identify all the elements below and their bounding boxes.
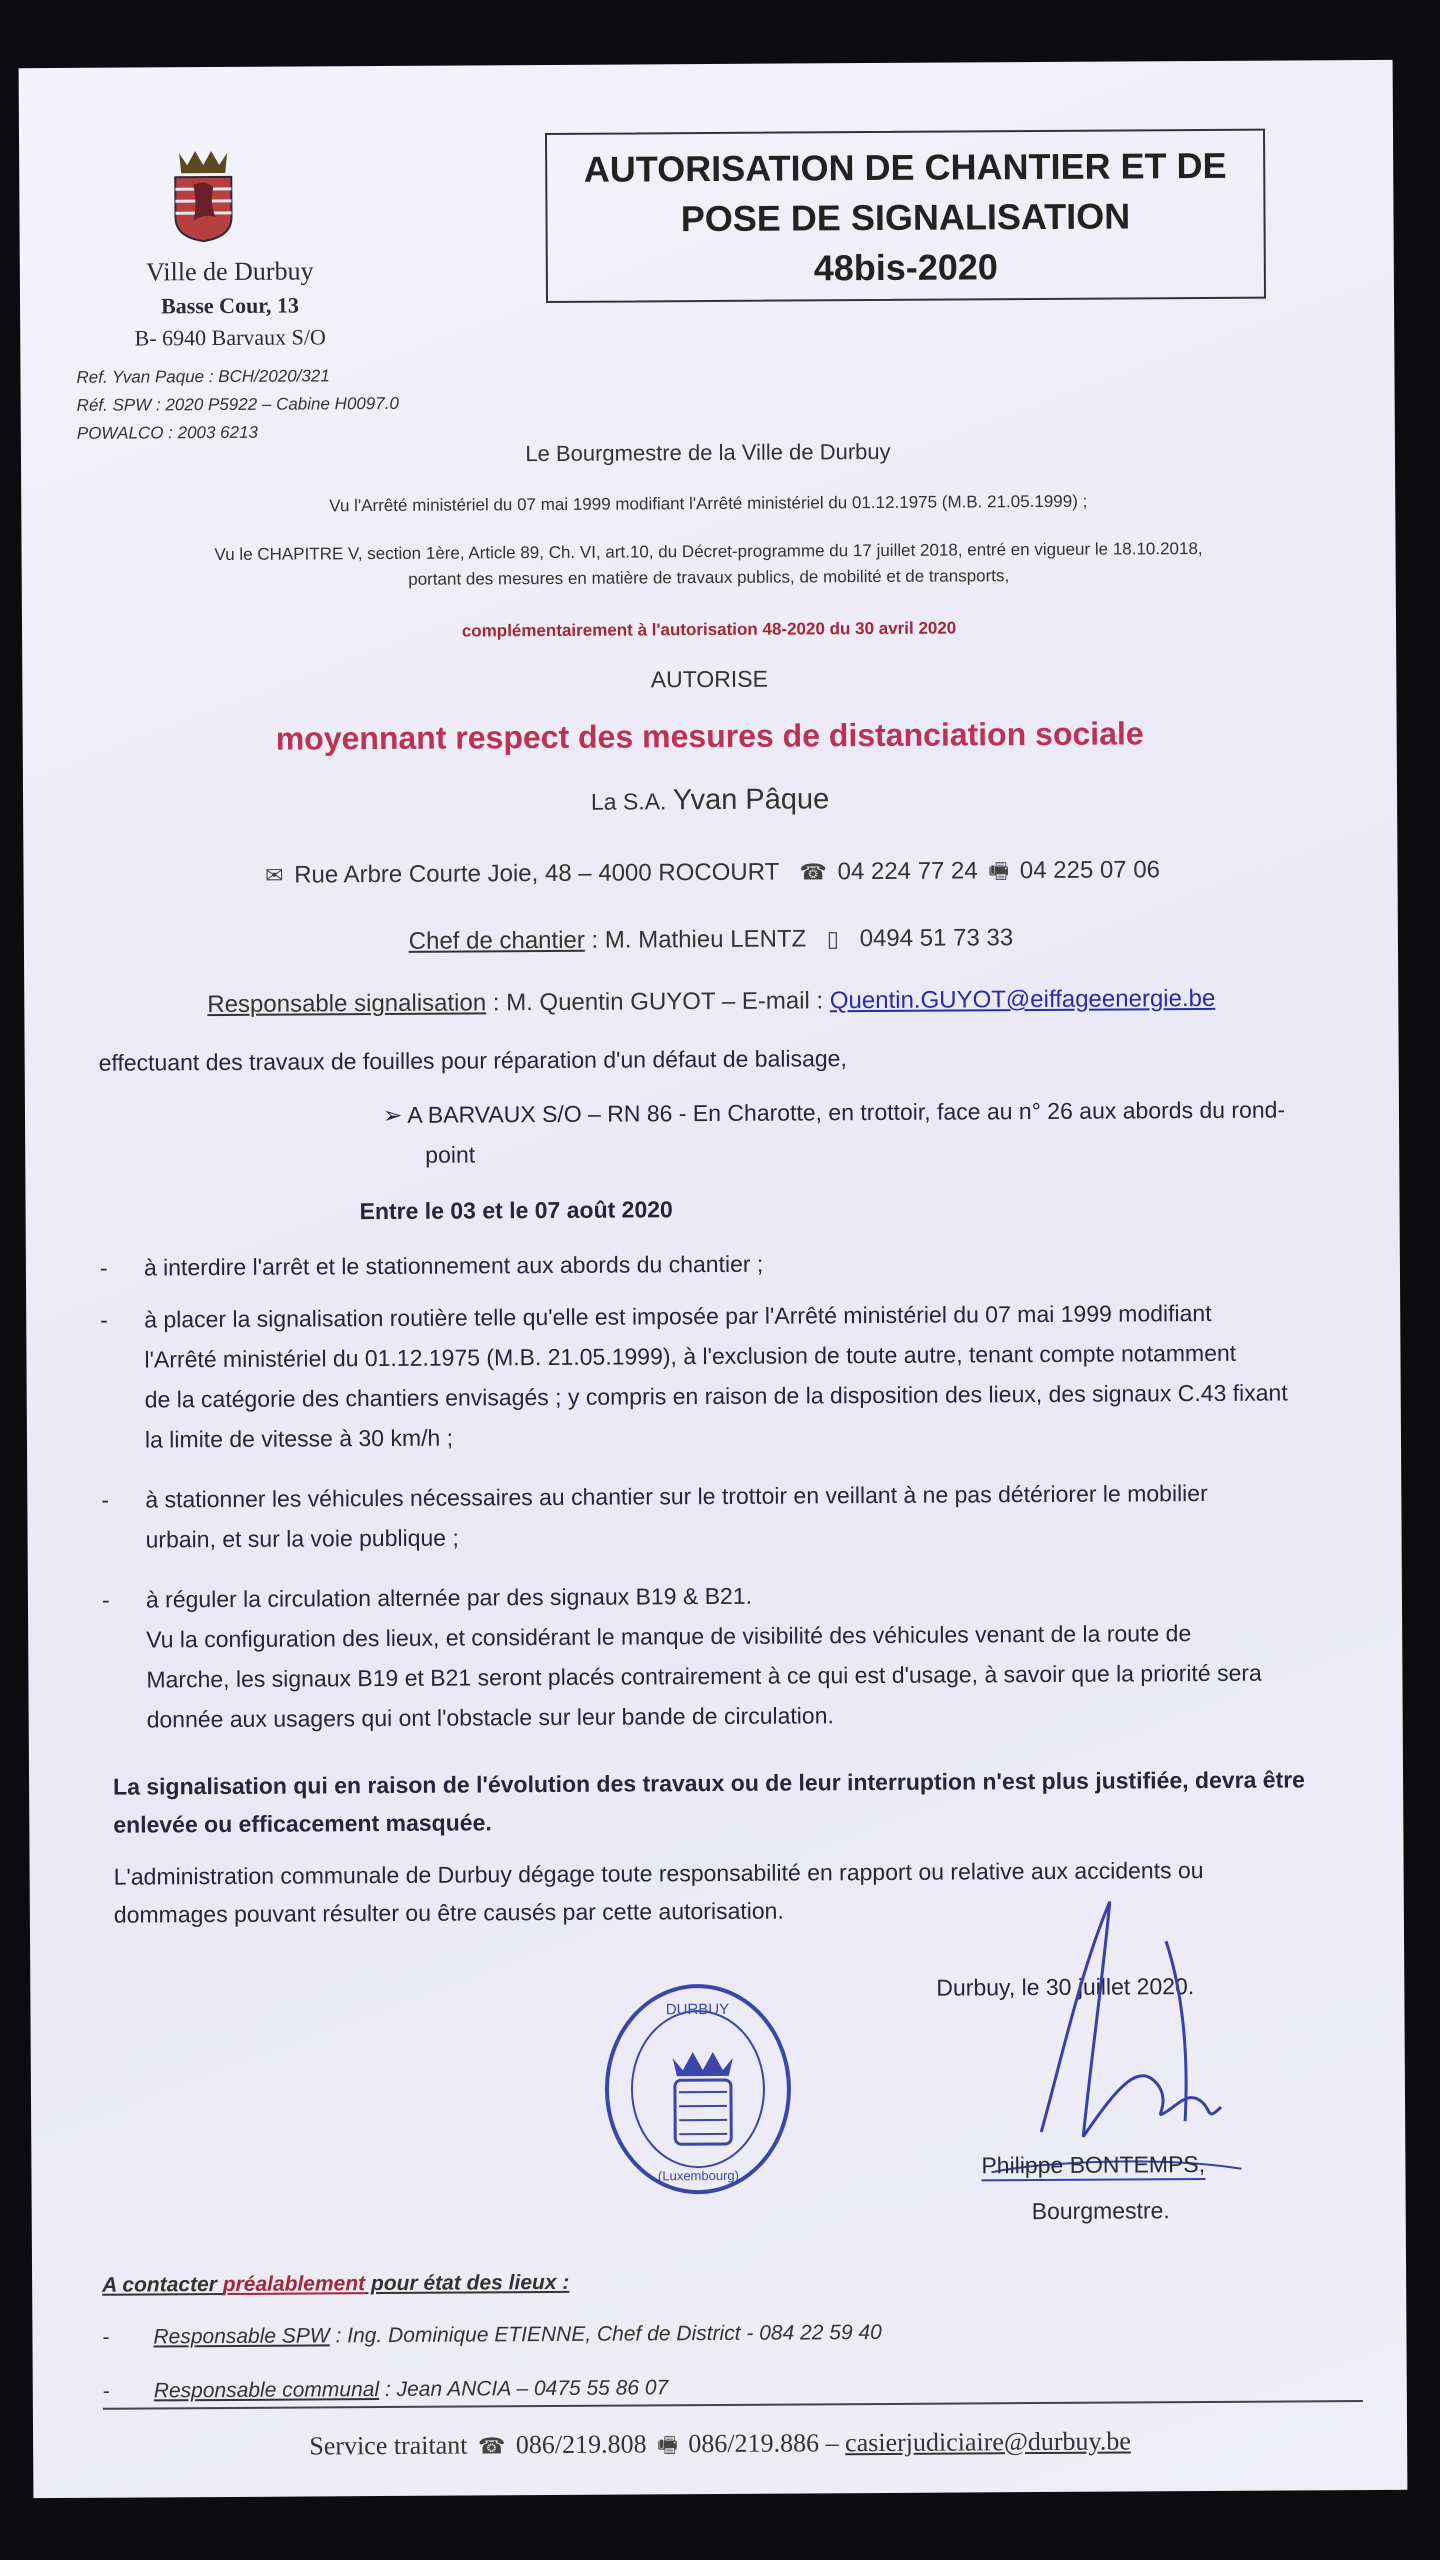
- notice-signage: La signalisation qui en raison de l'évolution des travaux ou de leur interruption n'est plus justifiée, devra être enlevée ou efficacement masquée.: [113, 1766, 1306, 1838]
- municipality-postal: B- 6940 Barvaux S/O: [134, 324, 326, 351]
- municipality-street: Basse Cour, 13: [161, 292, 300, 319]
- period-line: Entre le 03 et le 07 août 2020: [359, 1196, 673, 1225]
- fax-icon: 🖷: [988, 858, 1010, 884]
- title-line-2: POSE DE SIGNALISATION: [680, 195, 1131, 240]
- resp-label: Responsable signalisation: [207, 989, 487, 1019]
- resp-name: : M. Quentin GUYOT – E-mail :: [486, 987, 830, 1017]
- vu-line-2a: Vu le CHAPITRE V, section 1ère, Article 89, Ch. VI, art.10, du Décret-programme du 17 juillet 2018, entré en vigueur le 18.10.2018,: [214, 538, 1203, 565]
- ref-line-3: POWALCO : 2003 6213: [76, 422, 259, 443]
- distancing-heading: moyennant respect des mesures de distanciation sociale: [275, 715, 1144, 757]
- resp-email-link[interactable]: Quentin.GUYOT@eiffageenergie.be: [829, 984, 1216, 1015]
- complement-line: complémentairement à l'autorisation 48-2020 du 30 avril 2020: [461, 618, 957, 641]
- document-sheet: [19, 60, 1408, 2498]
- condition-3: - à stationner les véhicules nécessaires au chantier sur le trottoir en veillant à ne pas détériorer le mobilier urbain, et sur la voie publique ;: [101, 1479, 1208, 1553]
- title-line-1: AUTORISATION DE CHANTIER ET DE: [583, 144, 1227, 190]
- signatory-role: Bourgmestre.: [1031, 2197, 1170, 2225]
- fax-icon: 🖷: [657, 2432, 678, 2458]
- municipal-stamp: [604, 1984, 791, 2195]
- company-name: Yvan Pâque: [672, 783, 830, 817]
- ref-line-2: Réf. SPW : 2020 P5922 – Cabine H0097.0: [76, 393, 399, 415]
- chef-mobile: 0494 51 73 33: [859, 924, 1014, 953]
- svg-text:DURBUY: DURBUY: [665, 2000, 730, 2019]
- ref-line-1: Ref. Yvan Paque : BCH/2020/321: [76, 366, 330, 387]
- footer-service: Service traitant ☎ 086/219.808 🖷 086/219.886 – casierjudiciaire@durbuy.be: [33, 2424, 1407, 2470]
- autorise-heading: AUTORISE: [650, 665, 768, 693]
- contact-communal: - Responsable communal : Jean ANCIA – 0475 55 86 07: [102, 2376, 669, 2403]
- envelope-icon: ✉: [264, 862, 284, 888]
- municipality-name: Ville de Durbuy: [146, 256, 314, 287]
- company-prefix: La S.A.: [590, 788, 667, 815]
- signature-place-date: Durbuy, le 30 juillet 2020.: [936, 1973, 1195, 2001]
- company-address: Rue Arbre Courte Joie, 48 – 4000 ROCOURT: [294, 858, 779, 889]
- vu-line-2b: portant des mesures en matière de travaux publics, de mobilité et de transports,: [408, 566, 1010, 589]
- vu-line-1: Vu l'Arrêté ministériel du 07 mai 1999 modifiant l'Arrêté ministériel du 01.12.1975 (M.B. 21.05.1999) ;: [329, 491, 1088, 516]
- footer-email-link[interactable]: casierjudiciaire@durbuy.be: [845, 2426, 1131, 2458]
- condition-2: - à placer la signalisation routière telle qu'elle est imposée par l'Arrêté ministériel du 07 mai 1999 modifiant l'Arrêté ministériel du 01.12.1975 (M.B. 21.05.1999), à l'exclusion de toute autre, tenant compte notamment de la catégorie des chantiers envisagés ; y compris en raison de la disposition des lieux, des signaux C.43 fixant la limite de vitesse à 30 km/h ;: [100, 1299, 1288, 1453]
- condition-4: - à réguler la circulation alternée par des signaux B19 & B21. Vu la configuration des lieux, et considérant le manque de visibilité des véhicules venant de la route de Marche, les signaux B19 et B21 seront placés contrairement à ce qui est d'usage, à savoir que la priorité sera donnée aux usagers qui ont l'obstacle sur leur bande de circulation.: [101, 1582, 1262, 1733]
- signatory-name: Philippe BONTEMPS,: [981, 2151, 1205, 2181]
- chef-label: Chef de chantier: [408, 926, 585, 955]
- telephone-icon: ☎: [477, 2433, 506, 2459]
- company-fax: 04 225 07 06: [1019, 856, 1161, 885]
- handwritten-signature: [970, 1881, 1252, 2183]
- chef-line: [24, 922, 1398, 958]
- company-phone: 04 224 77 24: [837, 857, 978, 886]
- contact-spw: - Responsable SPW : Ing. Dominique ETIENNE, Chef de District - 084 22 59 40: [102, 2320, 882, 2349]
- title-line-3: 48bis-2020: [813, 246, 999, 289]
- condition-1: - à interdire l'arrêt et le stationnement aux abords du chantier ;: [99, 1250, 764, 1281]
- resp-line: [24, 984, 1398, 1020]
- authority-line: Le Bourgmestre de la Ville de Durbuy: [525, 438, 891, 467]
- contacts-heading: A contacter préalablement pour état des lieux :: [102, 2270, 570, 2297]
- location-line-1: ➢ A BARVAUX S/O – RN 86 - En Charotte, en trottoir, face au n° 26 aux abords du rond-: [382, 1096, 1286, 1129]
- location-line-2: point: [425, 1141, 476, 1168]
- company-contact-line: [23, 852, 1397, 898]
- notice-liability: L'administration communale de Durbuy dégage toute responsabilité en rapport ou relative aux accidents ou dommages pouvant résulter ou être causés par cette autorisation.: [113, 1857, 1204, 1928]
- works-description: effectuant des travaux de fouilles pour réparation d'un défaut de balisage,: [98, 1045, 847, 1076]
- telephone-icon: ☎: [799, 859, 827, 885]
- chef-name: : M. Mathieu LENTZ: [584, 925, 807, 954]
- company-line: [23, 780, 1397, 821]
- svg-text:(Luxembourg): (Luxembourg): [657, 2167, 739, 2184]
- document-title-box: [545, 129, 1266, 303]
- mobile-phone-icon: ▯: [826, 926, 840, 952]
- coat-of-arms-logo: [169, 147, 238, 243]
